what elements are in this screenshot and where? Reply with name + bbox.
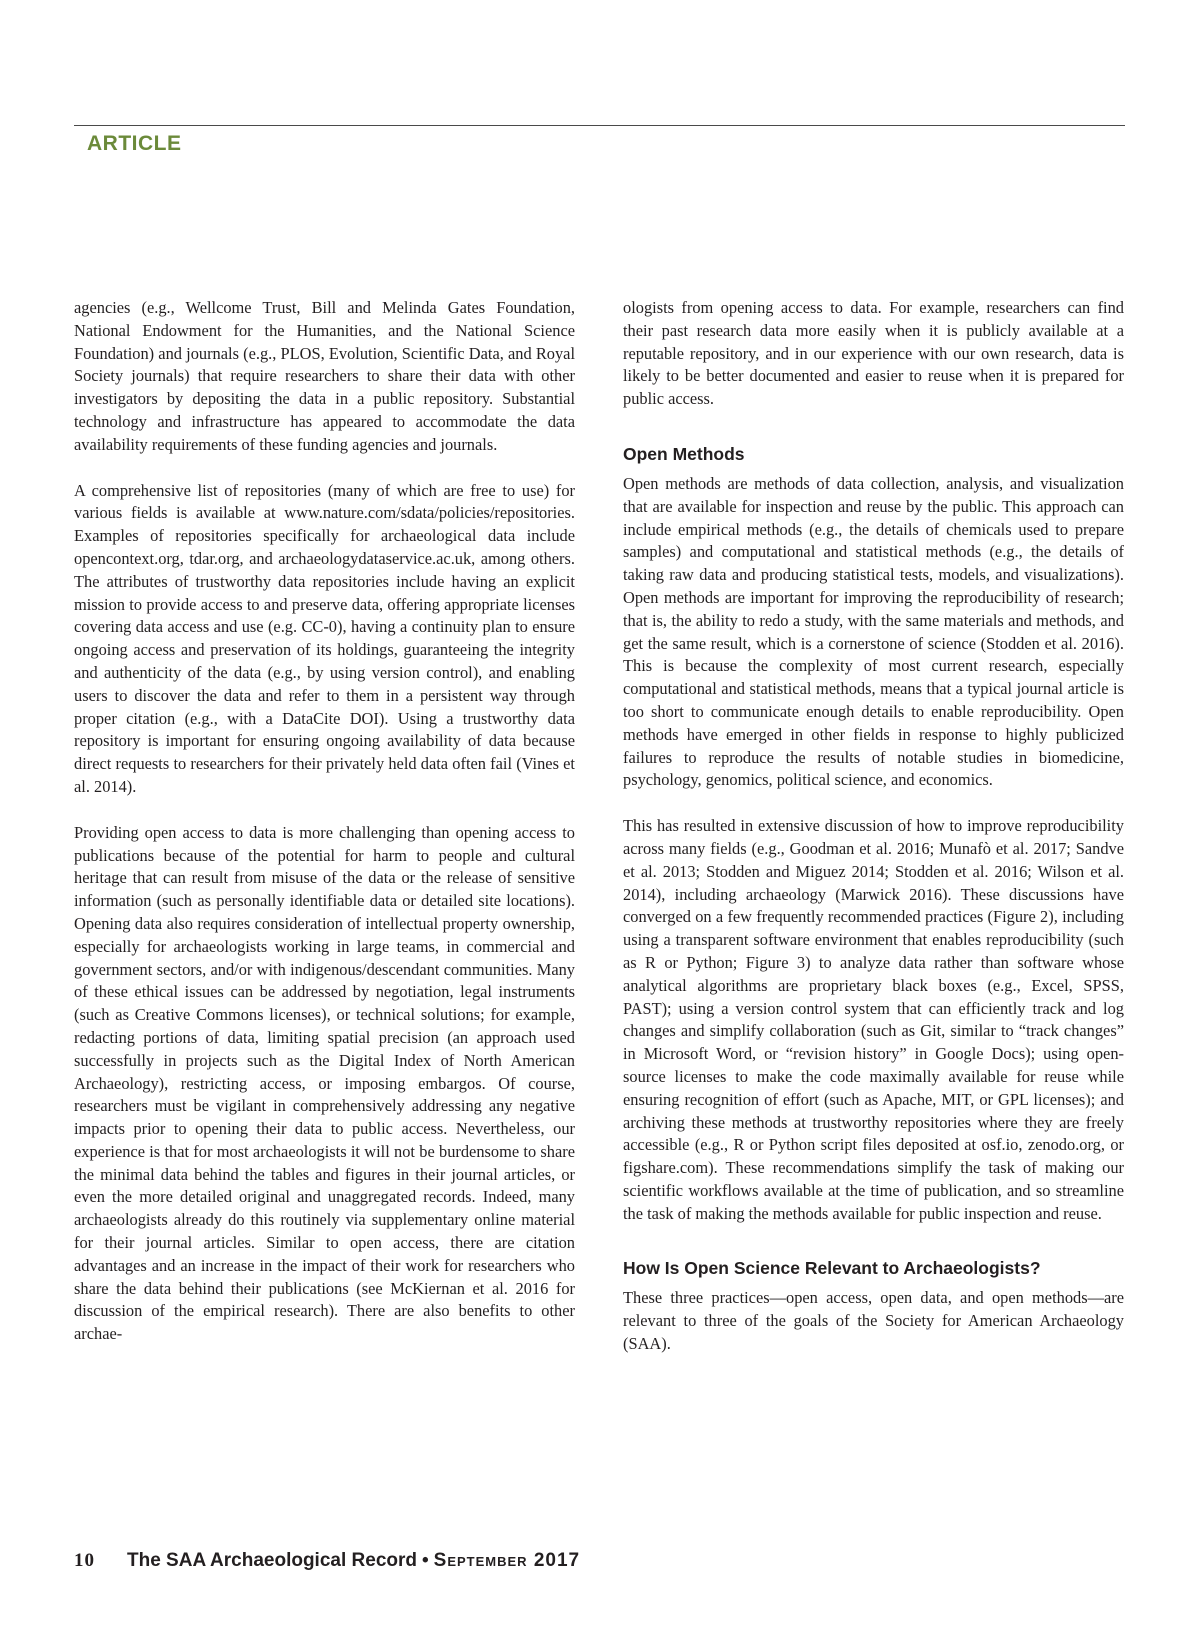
body-paragraph: This has resulted in extensive discussion of how to improve reproducibility across many fields (e.g., Goodman et al. 2016; Munafò et al. 2017; Sandve et al. 2013; Stodden and Miguez 2014; Stodden et al. 2016; Wilson et al. 2014), including archaeology (Marwick 2016). These discussions have converged on a few frequently recommended practices (Figure 2), including using a transparent software environment that enables reproducibility (such as R or Python; Figure 3) to analyze data rather than software whose analytical algorithms are proprietary black boxes (e.g., Excel, SPSS, PAST); using a version control system that can efficiently track and log changes and simplify collaboration (such as Git, similar to “track changes” in Microsoft Word, or “revision history” in Google Docs); using open-source licenses to make the code maximally available for reuse while ensuring recognition of effort (such as Apache, MIT, or GPL licenses); and archiving these methods at trustworthy repositories where they are freely accessible (e.g., R or Python script files deposited at osf.io, zenodo.org, or figshare.com). These recommendations simplify the task of making our scientific workflows available at the time of publication, and so streamline the task of making the methods available for public inspection and reuse. <box>623 816 1124 1223</box>
page-number: 10 <box>74 1550 95 1571</box>
body-paragraph: A comprehensive list of repositories (many of which are free to use) for various fields is available at www.nature.com/sdata/policies/repositories. Examples of repositories specifically for archaeological data include opencontext.org, tdar.org, and archaeologydataservice.ac.uk, among others. The attributes of trustworthy data repositories include having an explicit mission to provide access to and preserve data, offering appropriate licenses covering data access and use (e.g. CC-0), having a continuity plan to ensure ongoing access and preservation of its holdings, guaranteeing the integrity and authenticity of the data (e.g., by using version control), and enabling users to discover the data and refer to them in a persistent way through proper citation (e.g., with a DataCite DOI). Using a trustworthy data repository is important for ensuring ongoing availability of data because direct requests to researchers for their privately held data often fail (Vines et al. 2014). <box>74 480 575 796</box>
section-heading-relevance: How Is Open Science Relevant to Archaeologists? <box>623 1258 1041 1279</box>
page-footer <box>74 1550 580 1572</box>
footer-separator: • <box>422 1550 429 1571</box>
body-paragraph: agencies (e.g., Wellcome Trust, Bill and Melinda Gates Foundation, National Endowment for the Humanities, and the National Science Foundation) and journals (e.g., PLOS, Evolution, Scientific Data, and Royal Society journals) that require researchers to share their data with other investigators by depositing the data in a public repository. Substantial technology and infrastructure has appeared to accommodate the data availability requirements of these funding agencies and journals. <box>74 298 575 454</box>
section-label: ARTICLE <box>87 132 182 155</box>
body-paragraph: Providing open access to data is more challenging than opening access to publications because of the potential for harm to people and cultural heritage that can result from misuse of the data or the release of sensitive information (such as personally identifiable data or detailed site locations). Opening data also requires consideration of intellectual property ownership, especially for archaeologists working in large teams, in commercial and government sectors, and/or with indigenous/descendant communities. Many of these ethical issues can be addressed by negotiation, legal instruments (such as Creative Commons licenses), or technical solutions; for example, redacting portions of data, limiting spatial precision (an approach used successfully in projects such as the Digital Index of North American Archaeology), restricting access, or imposing embargos. Of course, researchers must be vigilant in comprehensively addressing any negative impacts prior to opening their data to public access. Nevertheless, our experience is that for most archaeologists it will not be burdensome to share the minimal data behind the tables and figures in their journal articles, or even the more detailed original and unaggregated records. Indeed, many archaeologists already do this routinely via supplementary online material for their journal articles. Similar to open access, there are citation advantages and an increase in the impact of their work for researchers who share the data behind their publications (see McKiernan et al. 2016 for discussion of the empirical research). There are also benefits to other archae- <box>74 822 575 1344</box>
body-paragraph: ologists from opening access to data. For example, researchers can find their past research data more easily when it is publicly available at a reputable repository, and in our experience with our own research, data is likely to be better documented and easier to reuse when it is prepared for public access. <box>623 298 1124 409</box>
body-paragraph: These three practices—open access, open data, and open methods—are relevant to three of the goals of the Society for American Archaeology (SAA). <box>623 1288 1124 1354</box>
publication-title: The SAA Archaeological Record <box>127 1550 417 1571</box>
issue-date: September 2017 <box>433 1550 581 1571</box>
section-heading-open-methods: Open Methods <box>623 443 745 464</box>
left-column <box>74 297 575 1346</box>
right-column <box>623 297 1124 1356</box>
header-rule <box>74 125 1125 126</box>
body-paragraph: Open methods are methods of data collection, analysis, and visualization that are available for inspection and reuse by the public. This approach can include empirical methods (e.g., the details of chemicals used to prepare samples) and computational and statistical methods (e.g., the details of taking raw data and producing statistical tests, models, and visualizations). Open methods are important for improving the reproducibility of research; that is, the ability to redo a study, with the same materials and methods, and get the same result, which is a cornerstone of science (Stodden et al. 2016). This is because the complexity of most current research, especially computational and statistical methods, means that a typical journal article is too short to communicate enough details to enable reproducibility. Open methods have emerged in other fields in response to highly publicized failures to reproduce the results of notable studies in biomedicine, psychology, genomics, political science, and economics. <box>623 473 1124 790</box>
